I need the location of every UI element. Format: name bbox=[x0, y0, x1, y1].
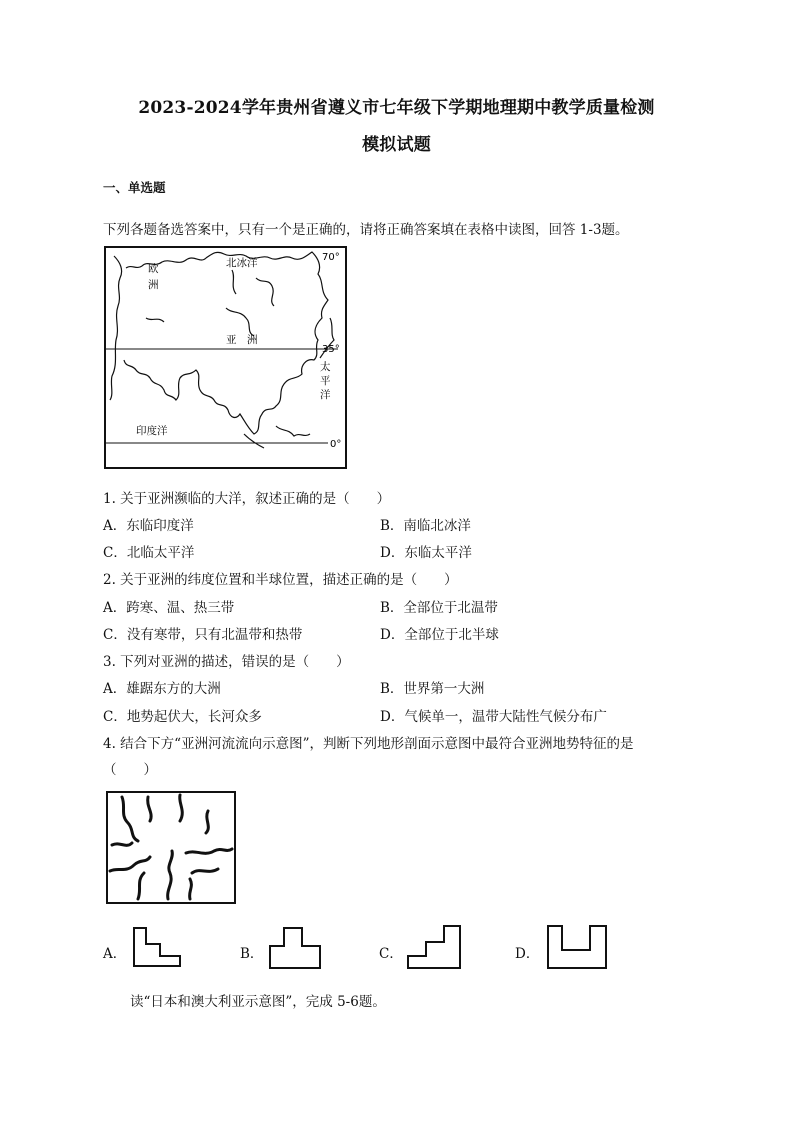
question-4-stem-cont: （ ） bbox=[103, 762, 157, 778]
q1-option-b: B．南临北冰洋 bbox=[380, 518, 471, 534]
river-4 bbox=[206, 811, 208, 833]
section-heading: 一、单选题 bbox=[103, 180, 166, 195]
question-2-stem: 2. 关于亚洲的纬度位置和半球位置，描述正确的是（ ） bbox=[103, 572, 458, 588]
se-asia-islands bbox=[244, 426, 310, 448]
profile-b-icon bbox=[268, 926, 322, 970]
asia-map-drawing bbox=[106, 248, 345, 467]
doc-title-line1: 2023-2024学年贵州省遵义市七年级下学期地理期中教学质量检测 bbox=[138, 98, 655, 118]
doc-title-line2: 模拟试题 bbox=[362, 135, 431, 155]
q1-option-c: C．北临太平洋 bbox=[103, 545, 195, 561]
question-4-stem: 4. 结合下方“亚洲河流流向示意图”，判断下列地形剖面示意图中最符合亚洲地势特征的是 bbox=[103, 736, 634, 752]
map-label-europe1: 欧 bbox=[148, 263, 159, 275]
q2-option-d: D．全部位于北半球 bbox=[380, 627, 499, 643]
reading-prompt: 读“日本和澳大利亚示意图”，完成 5-6题。 bbox=[130, 994, 386, 1010]
q3-option-c: C．地势起伏大，长河众多 bbox=[103, 709, 262, 725]
q3-option-a: A．雄踞东方的大洲 bbox=[103, 681, 221, 697]
profile-a-icon bbox=[132, 926, 182, 968]
river-9 bbox=[138, 873, 144, 899]
map-label-pacific2: 平 bbox=[320, 375, 331, 387]
q2-option-a: A．跨寒、温、热三带 bbox=[103, 600, 235, 616]
map-label-asia: 亚 洲 bbox=[226, 334, 258, 346]
river-7 bbox=[186, 849, 232, 853]
q1-option-d: D．东临太平洋 bbox=[380, 545, 472, 561]
profile-d-icon bbox=[546, 924, 608, 970]
river-8 bbox=[192, 869, 218, 873]
intro-text: 下列各题备选答案中，只有一个是正确的，请将正确答案填在表格中读图，回答 1-3题。 bbox=[103, 222, 629, 238]
map-label-indian: 印度洋 bbox=[136, 425, 168, 437]
q3-option-b: B．世界第一大洲 bbox=[380, 681, 485, 697]
river-flow-diagram bbox=[106, 791, 236, 904]
q2-option-c: C．没有寒带，只有北温带和热带 bbox=[103, 627, 303, 643]
river-5 bbox=[112, 843, 132, 845]
q3-option-d: D．气候单一，温带大陆性气候分布广 bbox=[380, 709, 607, 725]
map-label-lat35: 35° bbox=[322, 344, 340, 355]
map-label-lat70: 70° bbox=[322, 252, 340, 263]
asia-map bbox=[104, 246, 347, 469]
asia-coastline bbox=[110, 252, 328, 434]
map-label-pacific3: 洋 bbox=[320, 389, 331, 401]
shape-label-b: B． bbox=[240, 946, 264, 962]
river-10 bbox=[168, 851, 173, 899]
map-label-europe2: 洲 bbox=[148, 279, 159, 291]
q2-option-b: B．全部位于北温带 bbox=[380, 600, 498, 616]
river-flow-drawing bbox=[108, 793, 234, 902]
shape-label-c: C． bbox=[379, 946, 403, 962]
shape-label-a: A． bbox=[103, 946, 127, 962]
question-3-stem: 3. 下列对亚洲的描述，错误的是（ ） bbox=[103, 654, 350, 670]
map-label-pacific1: 太 bbox=[320, 361, 331, 373]
river-6 bbox=[110, 857, 150, 871]
map-label-lat0: 0° bbox=[330, 439, 342, 450]
map-label-arctic: 北冰洋 bbox=[226, 257, 258, 269]
question-1-stem: 1. 关于亚洲濒临的大洋，叙述正确的是（ ） bbox=[103, 491, 391, 507]
river-11 bbox=[190, 879, 192, 899]
profile-c-icon bbox=[406, 924, 462, 970]
shape-label-d: D． bbox=[515, 946, 540, 962]
q1-option-a: A．东临印度洋 bbox=[103, 518, 194, 534]
river-3 bbox=[180, 795, 183, 821]
river-2 bbox=[148, 797, 151, 821]
river-1 bbox=[122, 797, 138, 841]
